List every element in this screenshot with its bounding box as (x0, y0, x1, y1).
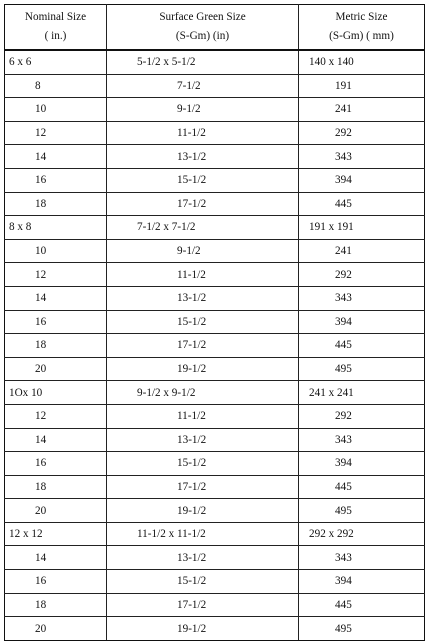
table-header (5, 5, 425, 51)
metric-size-cell: 292 (299, 404, 425, 428)
table-row (5, 98, 425, 122)
surface-green-size-cell: 15-1/2 (107, 310, 299, 334)
surface-green-size-cell: 13-1/2 (107, 428, 299, 452)
nominal-size-cell: 6 x 6 (5, 50, 107, 74)
metric-size-cell: 292 (299, 121, 425, 145)
metric-size-header-line1: Metric Size (335, 11, 388, 23)
table-row (5, 475, 425, 499)
metric-size-cell: 343 (299, 286, 425, 310)
surface-green-size-cell: 7-1/2 (107, 74, 299, 98)
table-row (5, 168, 425, 192)
nominal-size-cell: 14 (5, 428, 107, 452)
surface-green-size-cell: 17-1/2 (107, 475, 299, 499)
table-row (5, 452, 425, 476)
nominal-size-cell: 14 (5, 546, 107, 570)
nominal-size-cell: 14 (5, 286, 107, 310)
nominal-size-cell: 16 (5, 570, 107, 594)
nominal-size-cell: 10 (5, 98, 107, 122)
table-row (5, 145, 425, 169)
table-row (5, 121, 425, 145)
metric-size-cell: 241 x 241 (299, 381, 425, 405)
nominal-size-cell: 14 (5, 145, 107, 169)
table-body (5, 50, 425, 640)
table-row (5, 381, 425, 405)
surface-green-size-cell: 11-1/2 (107, 263, 299, 287)
surface-green-size-cell: 17-1/2 (107, 334, 299, 358)
surface-green-size-cell: 11-1/2 (107, 404, 299, 428)
metric-size-cell: 394 (299, 452, 425, 476)
table-row (5, 522, 425, 546)
surface-green-size-cell: 11-1/2 (107, 121, 299, 145)
metric-size-cell: 445 (299, 593, 425, 617)
table-row (5, 428, 425, 452)
surface-green-size-cell: 7-1/2 x 7-1/2 (107, 216, 299, 240)
metric-size-cell: 495 (299, 357, 425, 381)
metric-size-cell: 394 (299, 570, 425, 594)
surface-green-size-cell: 9-1/2 (107, 98, 299, 122)
surface-green-size-cell: 13-1/2 (107, 546, 299, 570)
nominal-size-cell: 18 (5, 593, 107, 617)
surface-green-size-cell: 17-1/2 (107, 192, 299, 216)
metric-size-cell: 343 (299, 145, 425, 169)
nominal-size-header-line1: Nominal Size (24, 11, 87, 23)
table-row (5, 546, 425, 570)
nominal-size-cell: 8 (5, 74, 107, 98)
table-row (5, 499, 425, 523)
table-row (5, 286, 425, 310)
nominal-size-header (5, 5, 107, 51)
metric-size-cell: 241 (299, 98, 425, 122)
nominal-size-cell: 16 (5, 168, 107, 192)
nominal-size-cell: 10 (5, 239, 107, 263)
metric-size-cell: 292 (299, 263, 425, 287)
nominal-size-cell: 12 (5, 121, 107, 145)
nominal-size-cell: 16 (5, 452, 107, 476)
nominal-size-cell: 12 (5, 263, 107, 287)
surface-green-size-cell: 17-1/2 (107, 593, 299, 617)
metric-size-cell: 445 (299, 334, 425, 358)
table-row (5, 263, 425, 287)
table-row (5, 570, 425, 594)
table-row (5, 617, 425, 641)
nominal-size-cell: 20 (5, 357, 107, 381)
table-row (5, 74, 425, 98)
metric-size-header (299, 5, 425, 51)
nominal-size-cell: 16 (5, 310, 107, 334)
metric-size-cell: 394 (299, 168, 425, 192)
surface-green-size-header-line2: (S-Gm) (in) (175, 30, 230, 42)
surface-green-size-cell: 15-1/2 (107, 570, 299, 594)
metric-size-header-line2: (S-Gm) ( mm) (329, 30, 394, 42)
surface-green-size-cell: 13-1/2 (107, 286, 299, 310)
metric-size-cell: 495 (299, 617, 425, 641)
surface-green-size-cell: 9-1/2 (107, 239, 299, 263)
metric-size-cell: 495 (299, 499, 425, 523)
table-row (5, 310, 425, 334)
table-row (5, 593, 425, 617)
nominal-size-header-line2: ( in.) (44, 30, 67, 42)
nominal-size-cell: 20 (5, 617, 107, 641)
table-row (5, 216, 425, 240)
nominal-size-cell: 18 (5, 192, 107, 216)
table-row (5, 239, 425, 263)
nominal-size-cell: 1Ox 10 (5, 381, 107, 405)
lumber-size-table (4, 4, 425, 641)
nominal-size-cell: 18 (5, 334, 107, 358)
surface-green-size-cell: 15-1/2 (107, 168, 299, 192)
surface-green-size-header-line1: Surface Green Size (159, 11, 246, 23)
metric-size-cell: 292 x 292 (299, 522, 425, 546)
surface-green-size-cell: 15-1/2 (107, 452, 299, 476)
metric-size-cell: 343 (299, 546, 425, 570)
metric-size-cell: 445 (299, 192, 425, 216)
header-row (5, 5, 425, 51)
surface-green-size-cell: 11-1/2 x 11-1/2 (107, 522, 299, 546)
surface-green-size-cell: 19-1/2 (107, 499, 299, 523)
surface-green-size-cell: 5-1/2 x 5-1/2 (107, 50, 299, 74)
surface-green-size-cell: 13-1/2 (107, 145, 299, 169)
nominal-size-cell: 18 (5, 475, 107, 499)
surface-green-size-header (107, 5, 299, 51)
metric-size-cell: 241 (299, 239, 425, 263)
metric-size-cell: 343 (299, 428, 425, 452)
surface-green-size-cell: 9-1/2 x 9-1/2 (107, 381, 299, 405)
metric-size-cell: 191 (299, 74, 425, 98)
metric-size-cell: 445 (299, 475, 425, 499)
metric-size-cell: 140 x 140 (299, 50, 425, 74)
metric-size-cell: 394 (299, 310, 425, 334)
nominal-size-cell: 20 (5, 499, 107, 523)
table-row (5, 334, 425, 358)
table-row (5, 357, 425, 381)
table-row (5, 50, 425, 74)
surface-green-size-cell: 19-1/2 (107, 617, 299, 641)
nominal-size-cell: 8 x 8 (5, 216, 107, 240)
table-row (5, 404, 425, 428)
table-row (5, 192, 425, 216)
nominal-size-cell: 12 x 12 (5, 522, 107, 546)
surface-green-size-cell: 19-1/2 (107, 357, 299, 381)
nominal-size-cell: 12 (5, 404, 107, 428)
metric-size-cell: 191 x 191 (299, 216, 425, 240)
